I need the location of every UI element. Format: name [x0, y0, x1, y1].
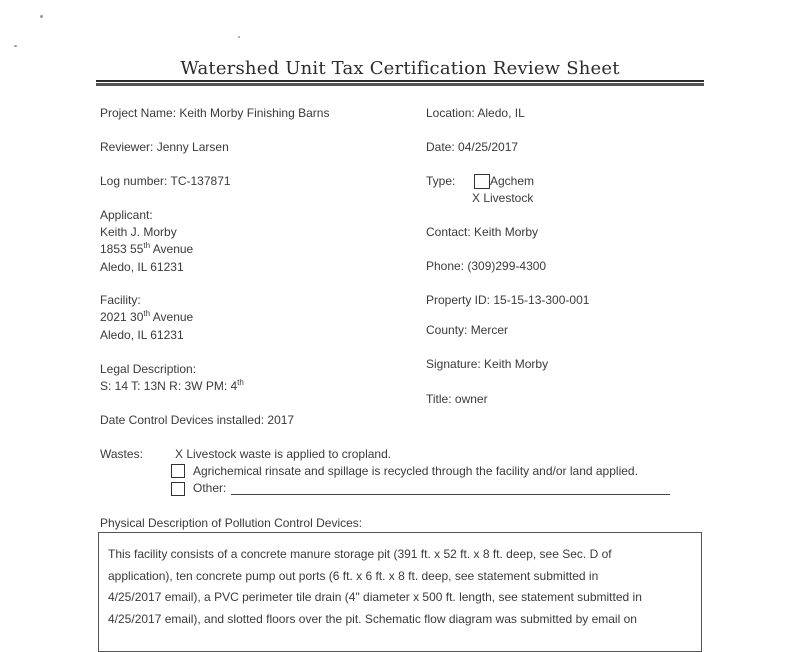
physical-description-line: This facility consists of a concrete manure storage pit (391 ft. x 52 ft. x 8 ft. deep, see Sec. D of [108, 547, 612, 561]
other-input-line[interactable] [231, 494, 670, 495]
wastes-label: Wastes: [100, 447, 143, 461]
title-field: Title: owner [426, 392, 488, 406]
facility-address-number: 2021 30 [100, 310, 144, 324]
log-number-field [100, 173, 231, 190]
signature-field: Signature: Keith Morby [426, 357, 549, 371]
physical-description-line: application), ten concrete pump out ports (6 ft. x 6 ft. x 8 ft. deep, see statement submitted in [108, 568, 599, 583]
scan-speck [238, 36, 240, 38]
title-rule-bottom [96, 83, 704, 86]
legal-description-text: S: 14 T: 13N R: 3W PM: 4 [100, 379, 238, 393]
applicant-city: Aledo, IL 61231 [100, 260, 184, 274]
applicant-name: Keith J. Morby [100, 225, 177, 239]
agchem-checkbox[interactable] [474, 174, 490, 189]
legal-description-suffix: th [237, 378, 244, 387]
log-number-label: Log number: [100, 174, 168, 188]
facility-label: Facility: [100, 293, 141, 307]
scan-speck [14, 45, 17, 47]
location-field: Location: Aledo, IL [426, 106, 525, 120]
legal-description-label: Legal Description: [100, 362, 197, 376]
log-number-value: TC-137871 [170, 174, 231, 188]
property-id-field: Property ID: 15-15-13-300-001 [426, 293, 590, 307]
title-rule [96, 80, 704, 82]
physical-description-label: Physical Description of Pollution Control Devices: [100, 516, 363, 530]
contact-field: Contact: Keith Morby [426, 225, 539, 239]
physical-description-line: 4/25/2017 email), and slotted floors over the pit. Schematic flow diagram was submitted by email on [108, 611, 637, 626]
applicant-address [100, 241, 193, 258]
county-field: County: Mercer [426, 323, 509, 337]
reviewer-value: Jenny Larsen [156, 140, 229, 154]
date-control-devices: Date Control Devices installed: 2017 [100, 413, 295, 427]
wastes-other-label: Other: [193, 481, 227, 495]
project-name-value: Keith Morby Finishing Barns [179, 106, 330, 120]
legal-description-value [100, 378, 244, 395]
project-name-label: Project Name: [100, 106, 177, 120]
applicant-address-street: Avenue [150, 242, 194, 256]
physical-description-line: 4/25/2017 email), a PVC perimeter tile drain (4" diameter x 500 ft. length, see statement submitted in [108, 590, 642, 604]
facility-city: Aledo, IL 61231 [100, 328, 184, 342]
applicant-label: Applicant: [100, 208, 153, 222]
other-checkbox[interactable] [171, 482, 185, 496]
reviewer-field [100, 139, 229, 156]
type-label: Type: [426, 174, 456, 188]
reviewer-label: Reviewer: [100, 140, 154, 154]
scan-speck [40, 15, 43, 18]
applicant-address-number: 1853 55 [100, 242, 144, 256]
document-title: Watershed Unit Tax Certification Review Sheet [180, 58, 620, 79]
facility-address-suffix: th [143, 309, 151, 318]
facility-address-street: Avenue [150, 310, 194, 324]
facility-address [100, 309, 193, 326]
physical-description-text [108, 544, 698, 630]
type-agchem-label: Agchem [490, 174, 535, 188]
type-livestock-label: X Livestock [472, 191, 534, 205]
wastes-agrichemical-item: Agrichemical rinsate and spillage is recycled through the facility and/or land applied. [193, 464, 638, 478]
date-field: Date: 04/25/2017 [426, 140, 519, 154]
wastes-livestock-item: X Livestock waste is applied to cropland. [175, 447, 392, 461]
phone-field: Phone: (309)299-4300 [426, 259, 547, 273]
agrichemical-checkbox[interactable] [171, 464, 185, 478]
project-name-field [100, 105, 329, 122]
applicant-address-suffix: th [143, 241, 151, 250]
